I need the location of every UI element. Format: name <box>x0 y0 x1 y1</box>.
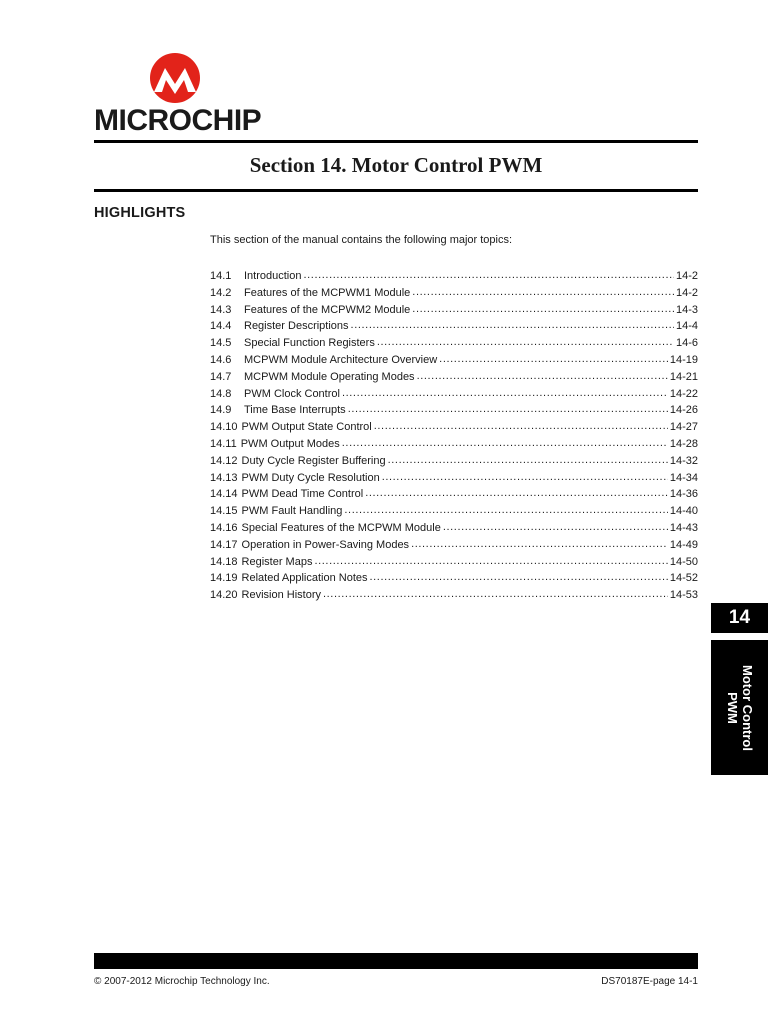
toc-leader-dots <box>411 538 668 550</box>
toc-entry-title: Operation in Power-Saving Modes <box>241 538 410 551</box>
toc-entry-page: 14-36 <box>669 488 698 501</box>
side-tab-label-line2: PWM <box>724 691 740 724</box>
toc-entry-page: 14-6 <box>675 337 698 350</box>
toc-entry-number: 14.17 <box>210 538 238 551</box>
toc-entry[interactable] <box>210 320 698 337</box>
toc-leader-dots <box>365 487 668 499</box>
top-rule <box>94 140 698 143</box>
toc-entry-title: PWM Dead Time Control <box>241 488 364 501</box>
toc-entry-number: 14.5 <box>210 337 232 350</box>
toc-leader-dots <box>439 353 668 365</box>
brand-wordmark: MICROCHIP <box>94 104 262 137</box>
toc-leader-dots <box>351 319 674 331</box>
toc-entry-title: Duty Cycle Register Buffering <box>241 454 386 467</box>
toc-leader-dots <box>388 454 668 466</box>
toc-entry-number: 14.14 <box>210 488 238 501</box>
toc-leader-dots <box>344 504 667 516</box>
toc-leader-dots <box>443 521 668 533</box>
toc-entry-title: MCPWM Module Operating Modes <box>244 370 415 383</box>
footer-copyright: © 2007-2012 Microchip Technology Inc. <box>94 976 270 987</box>
toc-entry[interactable] <box>210 404 698 421</box>
toc-entry-title: PWM Duty Cycle Resolution <box>241 471 380 484</box>
toc-leader-dots <box>412 286 674 298</box>
toc-entry-page: 14-49 <box>669 538 698 551</box>
toc-entry-number: 14.4 <box>210 320 232 333</box>
toc-entry-title: Special Function Registers <box>244 337 375 350</box>
toc-entry[interactable] <box>210 270 698 287</box>
toc-entry-page: 14-2 <box>675 270 698 282</box>
intro-text: This section of the manual contains the following major topics: <box>210 234 513 246</box>
toc-entry-page: 14-4 <box>675 320 698 333</box>
side-tab-label-line1: Motor Control <box>739 664 755 751</box>
toc-entry-page: 14-21 <box>669 370 698 383</box>
toc-entry[interactable] <box>210 589 698 606</box>
microchip-logo <box>94 52 262 138</box>
toc-entry-page: 14-27 <box>669 421 698 434</box>
toc-entry-number: 14.7 <box>210 370 232 383</box>
toc-entry-title: Revision History <box>241 589 321 602</box>
toc-entry[interactable] <box>210 371 698 388</box>
toc-entry-page: 14-52 <box>669 572 698 585</box>
toc-entry-title: Special Features of the MCPWM Module <box>241 521 441 534</box>
footer-page-number: DS70187E-page 14-1 <box>601 976 698 987</box>
toc-entry-title: Introduction <box>244 270 302 282</box>
toc-entry-number: 14.8 <box>210 387 232 400</box>
toc-entry-number: 14.3 <box>210 303 232 316</box>
toc-entry-number: 14.11 <box>210 437 237 450</box>
toc-entry-title: PWM Clock Control <box>244 387 340 400</box>
toc-entry[interactable] <box>210 488 698 505</box>
toc-entry-number: 14.19 <box>210 572 238 585</box>
toc-leader-dots <box>314 555 667 567</box>
toc-entry-number: 14.16 <box>210 521 238 534</box>
toc-entry[interactable] <box>210 455 698 472</box>
toc-entry[interactable] <box>210 556 698 573</box>
toc-entry[interactable] <box>210 522 698 539</box>
toc-entry-page: 14-26 <box>669 404 698 417</box>
toc-entry-number: 14.12 <box>210 454 238 467</box>
toc-entry-title: PWM Output Modes <box>240 437 340 450</box>
toc-leader-dots <box>412 303 674 315</box>
toc-entry-title: MCPWM Module Architecture Overview <box>244 353 438 366</box>
toc-entry-page: 14-22 <box>669 387 698 400</box>
toc-entry[interactable] <box>210 472 698 489</box>
toc-entry[interactable] <box>210 505 698 522</box>
toc-entry-title: Register Maps <box>241 555 313 568</box>
microchip-logo-icon <box>144 52 206 104</box>
toc-leader-dots <box>323 588 668 600</box>
toc-entry[interactable] <box>210 354 698 371</box>
toc-leader-dots <box>370 571 668 583</box>
section-heading: HIGHLIGHTS <box>94 205 186 221</box>
toc-entry[interactable] <box>210 287 698 304</box>
toc-entry-number: 14.18 <box>210 555 238 568</box>
toc-entry-page: 14-34 <box>669 471 698 484</box>
toc-entry[interactable] <box>210 388 698 405</box>
page-title: Section 14. Motor Control PWM <box>249 153 543 177</box>
toc-entry-page: 14-28 <box>669 437 698 450</box>
toc-entry-title: PWM Output State Control <box>241 421 372 434</box>
toc-entry[interactable] <box>210 572 698 589</box>
toc-entry-number: 14.6 <box>210 353 232 366</box>
toc-entry-title: PWM Fault Handling <box>241 505 343 518</box>
toc-entry-page: 14-2 <box>675 286 698 299</box>
toc-leader-dots <box>382 471 668 483</box>
toc-entry-page: 14-32 <box>669 454 698 467</box>
toc-entry[interactable] <box>210 539 698 556</box>
toc-entry[interactable] <box>210 421 698 438</box>
table-of-contents <box>210 270 698 606</box>
toc-entry-page: 14-3 <box>675 303 698 316</box>
toc-entry-number: 14.15 <box>210 505 238 518</box>
toc-entry-title: Features of the MCPWM1 Module <box>244 286 411 299</box>
toc-entry-page: 14-50 <box>669 555 698 568</box>
toc-entry-title: Features of the MCPWM2 Module <box>244 303 411 316</box>
toc-entry-number: 14.1 <box>210 270 232 282</box>
toc-entry-page: 14-40 <box>669 505 698 518</box>
toc-entry-title: Related Application Notes <box>241 572 368 585</box>
title-rule <box>94 189 698 192</box>
toc-leader-dots <box>303 269 673 281</box>
toc-entry-title: Register Descriptions <box>244 320 349 333</box>
toc-leader-dots <box>374 420 668 432</box>
toc-entry-page: 14-43 <box>669 521 698 534</box>
toc-entry-number: 14.13 <box>210 471 238 484</box>
toc-leader-dots <box>342 437 668 449</box>
toc-entry[interactable] <box>210 304 698 321</box>
toc-entry-number: 14.10 <box>210 421 238 434</box>
toc-entry-number: 14.2 <box>210 286 232 299</box>
side-tab-label <box>711 640 768 775</box>
toc-leader-dots <box>417 370 668 382</box>
footer-rule <box>94 953 698 969</box>
toc-entry[interactable] <box>210 337 698 354</box>
toc-entry-number: 14.9 <box>210 404 232 417</box>
toc-entry[interactable] <box>210 438 698 455</box>
toc-leader-dots <box>342 387 668 399</box>
toc-entry-page: 14-53 <box>669 589 698 602</box>
toc-leader-dots <box>377 336 674 348</box>
toc-leader-dots <box>348 403 668 415</box>
toc-entry-title: Time Base Interrupts <box>244 404 346 417</box>
side-tab-number: 14 <box>711 603 768 633</box>
toc-entry-page: 14-19 <box>669 353 698 366</box>
toc-entry-number: 14.20 <box>210 589 238 602</box>
